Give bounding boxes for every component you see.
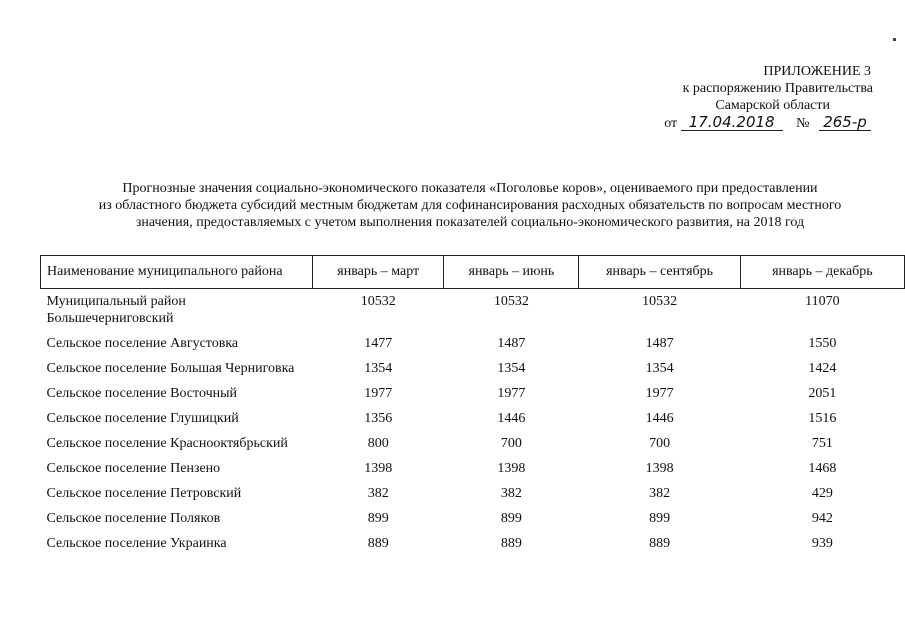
table-row	[41, 506, 905, 531]
value-jan-sep: 899	[649, 511, 671, 526]
row-name: Сельское поселение Большая Черниговка	[46, 361, 295, 376]
document-title	[40, 180, 900, 231]
value-jan-mar: 1977	[364, 386, 393, 401]
value-jan-jun: 10532	[493, 294, 529, 309]
value-jan-jun: 899	[500, 511, 522, 526]
table-row	[41, 431, 905, 456]
value-jan-sep: 1446	[645, 411, 674, 426]
row-name: Сельское поселение Августовка	[46, 336, 239, 351]
value-jan-dec: 1468	[808, 461, 837, 476]
value-jan-sep: 1398	[645, 461, 674, 476]
value-jan-mar: 382	[367, 486, 389, 501]
document-title-line-1: Прогнозные значения социально-экономического показателя «Поголовье коров», оцениваемого при предоставлении	[122, 181, 818, 196]
value-jan-jun: 382	[500, 486, 522, 501]
value-jan-jun: 1354	[497, 361, 526, 376]
value-jan-dec: 942	[811, 511, 833, 526]
scan-dot	[893, 38, 896, 41]
value-jan-mar: 10532	[360, 294, 396, 309]
value-jan-jun: 1487	[497, 336, 526, 351]
row-name: Сельское поселение Глушицкий	[46, 411, 239, 426]
appendix-line-1: к распоряжению Правительства	[682, 81, 873, 96]
header-jan-jun: январь – июнь	[444, 256, 579, 289]
value-jan-mar: 1354	[364, 361, 393, 376]
value-jan-dec: 1516	[808, 411, 837, 426]
table-row	[41, 331, 905, 356]
value-jan-mar: 1356	[364, 411, 393, 426]
value-jan-jun: 1977	[497, 386, 526, 401]
handwritten-date: 17.04.2018	[681, 114, 783, 131]
row-name: Сельское поселение Восточный	[46, 386, 238, 401]
header-district: Наименование муниципального района	[41, 256, 313, 289]
appendix-title: ПРИЛОЖЕНИЕ 3	[763, 64, 871, 79]
value-jan-jun: 700	[500, 436, 522, 451]
table-header-row	[41, 256, 905, 289]
row-name: Сельское поселение Украинка	[46, 536, 227, 551]
appendix-line-2: Самарской области	[715, 98, 830, 113]
value-jan-dec: 939	[811, 536, 833, 551]
value-jan-sep: 1977	[645, 386, 674, 401]
table-row	[41, 406, 905, 431]
from-label: от	[664, 116, 678, 131]
value-jan-mar: 800	[367, 436, 389, 451]
value-jan-sep: 10532	[642, 294, 678, 309]
appendix-signature-line	[664, 114, 871, 132]
handwritten-number: 265-р	[819, 114, 871, 131]
row-name: Сельское поселение Пензено	[46, 461, 221, 476]
forecast-table	[40, 255, 905, 556]
value-jan-dec: 751	[811, 436, 833, 451]
value-jan-mar: 1477	[364, 336, 393, 351]
value-jan-dec: 429	[811, 486, 833, 501]
document-title-line-2: из областного бюджета субсидий местным бюджетам для софинансирования расходных обязательств по вопросам местного	[98, 198, 842, 213]
header-jan-sep: январь – сентябрь	[579, 256, 740, 289]
row-name: Сельское поселение Поляков	[46, 511, 221, 526]
value-jan-jun: 1446	[497, 411, 526, 426]
value-jan-dec: 11070	[805, 294, 840, 309]
row-name: Сельское поселение Краснооктябрьский	[46, 436, 288, 451]
table-row	[41, 381, 905, 406]
value-jan-sep: 1354	[645, 361, 674, 376]
number-label: №	[796, 116, 810, 131]
table-row	[41, 456, 905, 481]
value-jan-jun: 889	[500, 536, 522, 551]
table-row	[41, 531, 905, 556]
value-jan-sep: 700	[649, 436, 671, 451]
table-row	[41, 289, 905, 332]
document-title-line-3: значения, предоставляемых с учетом выполнения показателей социально-экономического развития, на 2018 год	[135, 215, 805, 230]
value-jan-sep: 382	[649, 486, 671, 501]
appendix-header	[664, 63, 871, 132]
value-jan-sep: 889	[649, 536, 671, 551]
value-jan-dec: 2051	[808, 386, 837, 401]
header-jan-dec: январь – декабрь	[740, 256, 904, 289]
value-jan-sep: 1487	[645, 336, 674, 351]
value-jan-dec: 1424	[808, 361, 837, 376]
header-jan-mar: январь – март	[313, 256, 444, 289]
value-jan-jun: 1398	[497, 461, 526, 476]
value-jan-mar: 899	[367, 511, 389, 526]
row-name: Муниципальный район Большечерниговский	[46, 294, 186, 326]
row-name: Сельское поселение Петровский	[46, 486, 242, 501]
table-row	[41, 356, 905, 381]
table-row	[41, 481, 905, 506]
value-jan-mar: 1398	[364, 461, 393, 476]
value-jan-dec: 1550	[808, 336, 837, 351]
value-jan-mar: 889	[367, 536, 389, 551]
